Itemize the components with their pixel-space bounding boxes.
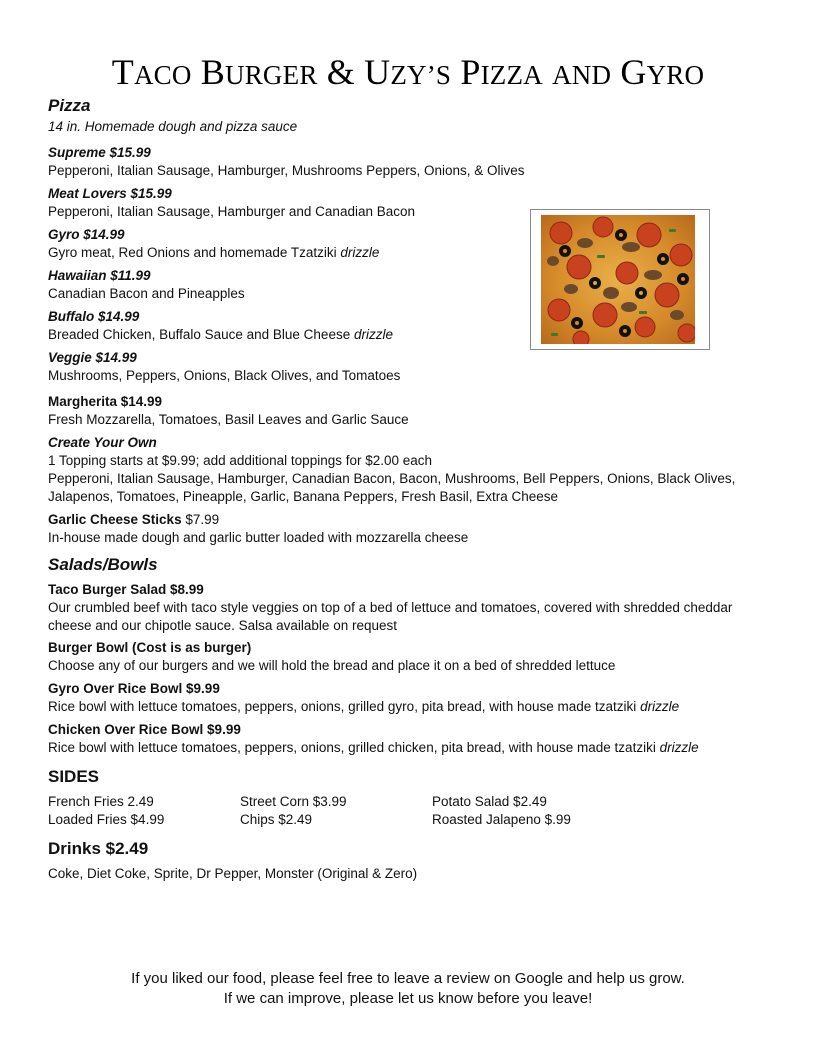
menu-item-gyro (48, 226, 778, 262)
item-name: Create Your Own (48, 435, 157, 450)
item-name: Gyro Over Rice Bowl $9.99 (48, 681, 220, 696)
item-name: Margherita $14.99 (48, 394, 163, 409)
item-desc: 1 Topping starts at $9.99; add additional toppings for $2.00 each (48, 453, 433, 468)
item-name-row (48, 511, 778, 529)
footer-line-1: If you liked our food, please feel free to leave a review on Google and help us grow. (131, 970, 685, 987)
restaurant-title: TACO BURGER & UZY’S PIZZA AND GYRO (111, 52, 705, 92)
footer-line-2: If we can improve, please let us know before you leave! (223, 990, 593, 1007)
item-desc: Mushrooms, Peppers, Onions, Black Olives, and Tomatoes (48, 368, 401, 383)
menu-item-create-your-own (48, 434, 778, 506)
sides-list (48, 793, 778, 829)
side-item: Roasted Jalapeno $.99 (432, 812, 571, 827)
side-item: Street Corn $3.99 (240, 794, 347, 809)
menu-item-garlic-cheese-sticks (48, 511, 778, 547)
item-name: Burger Bowl (Cost is as burger) (48, 640, 252, 655)
item-desc: Fresh Mozzarella, Tomatoes, Basil Leaves and Garlic Sauce (48, 412, 409, 427)
side-item: Chips $2.49 (240, 812, 313, 827)
item-name: Gyro $14.99 (48, 227, 125, 242)
menu-item-meat-lovers (48, 185, 778, 221)
salads-heading: Salads/Bowls (48, 555, 158, 574)
item-price: $7.99 (185, 512, 220, 527)
item-desc: Breaded Chicken, Buffalo Sauce and Blue Cheese drizzle (48, 327, 393, 342)
item-desc: Pepperoni, Italian Sausage, Hamburger and Canadian Bacon (48, 204, 415, 219)
item-desc: Gyro meat, Red Onions and homemade Tzatziki drizzle (48, 245, 380, 260)
pizza-heading: Pizza (48, 96, 91, 115)
item-name: Taco Burger Salad $8.99 (48, 582, 204, 597)
menu-item-burger-bowl (48, 639, 778, 675)
sides-heading: SIDES (48, 767, 100, 786)
side-item: French Fries 2.49 (48, 794, 154, 809)
item-desc: In-house made dough and garlic butter loaded with mozzarella cheese (48, 530, 469, 545)
side-item: Loaded Fries $4.99 (48, 812, 165, 827)
menu-content (48, 96, 778, 883)
item-name: Chicken Over Rice Bowl $9.99 (48, 722, 241, 737)
menu-item-margherita (48, 393, 778, 429)
drinks-heading: Drinks $2.49 (48, 839, 149, 858)
menu-item-buffalo (48, 308, 778, 344)
menu-item-hawaiian (48, 267, 778, 303)
menu-item-veggie (48, 349, 778, 385)
item-desc: Our crumbled beef with taco style veggies on top of a bed of lettuce and tomatoes, covered with shredded cheddar cheese and our chipotle sauce. Salsa available on request (48, 600, 733, 633)
item-desc: Pepperoni, Italian Sausage, Hamburger, Mushrooms Peppers, Onions, & Olives (48, 163, 525, 178)
side-item: Potato Salad $2.49 (432, 794, 547, 809)
item-name: Hawaiian $11.99 (48, 268, 151, 283)
item-name: Veggie $14.99 (48, 350, 137, 365)
drinks-list: Coke, Diet Coke, Sprite, Dr Pepper, Monster (Original & Zero) (48, 866, 418, 881)
item-name: Supreme $15.99 (48, 145, 151, 160)
footer-note (0, 969, 816, 1009)
item-desc: Rice bowl with lettuce tomatoes, peppers, onions, grilled gyro, pita bread, with house made tzatziki drizzle (48, 699, 680, 714)
item-desc: Choose any of our burgers and we will hold the bread and place it on a bed of shredded lettuce (48, 658, 616, 673)
item-name: Meat Lovers $15.99 (48, 186, 172, 201)
item-name: Buffalo $14.99 (48, 309, 140, 324)
menu-item-gyro-rice-bowl (48, 680, 778, 716)
toppings-list: Pepperoni, Italian Sausage, Hamburger, Canadian Bacon, Bacon, Mushrooms, Bell Peppers, Onions, Black Olives, Jalapenos, Tomatoes, Pineapple, Garlic, Banana Peppers, Fresh Basil, Extra Cheese (48, 471, 736, 504)
item-name: Garlic Cheese Sticks (48, 512, 182, 527)
item-desc: Rice bowl with lettuce tomatoes, peppers, onions, grilled chicken, pita bread, with house made tzatziki drizzle (48, 740, 699, 755)
menu-item-taco-burger-salad (48, 581, 778, 635)
menu-item-supreme (48, 144, 778, 180)
pizza-subtitle: 14 in. Homemade dough and pizza sauce (48, 119, 298, 134)
menu-item-chicken-rice-bowl (48, 721, 778, 757)
item-desc: Canadian Bacon and Pineapples (48, 286, 245, 301)
